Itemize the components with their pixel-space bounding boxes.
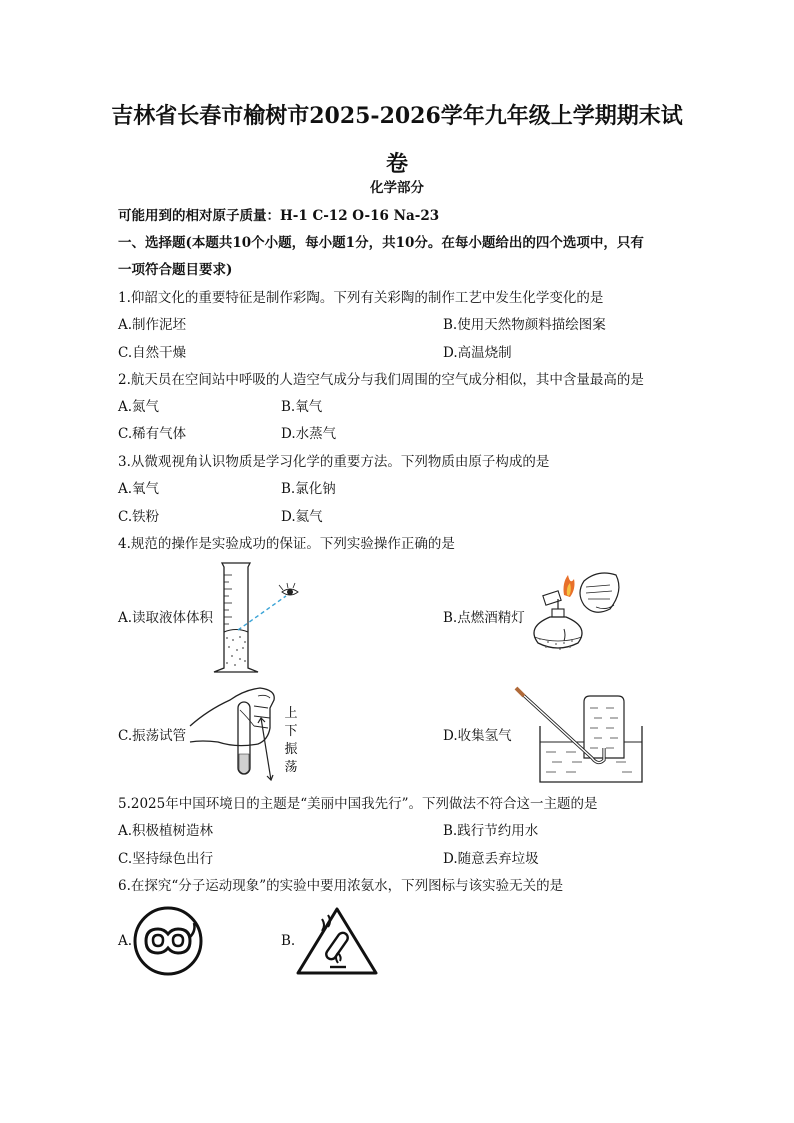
safety-goggles-icon bbox=[132, 905, 204, 977]
heating-warning-icon bbox=[294, 905, 380, 977]
question-6-option-a: A. bbox=[118, 933, 133, 949]
question-3-option-c: C.铁粉 bbox=[118, 509, 160, 525]
question-4-option-b: B.点燃酒精灯 bbox=[443, 610, 525, 626]
question-4-option-c: C.振荡试管 bbox=[118, 728, 187, 744]
question-1-option-c: C.自然干燥 bbox=[118, 345, 187, 361]
question-5-option-b: B.践行节约用水 bbox=[443, 823, 539, 839]
question-5-stem: 5.2025年中国环境日的主题是“美丽中国我先行”。下列做法不符合这一主题的是 bbox=[118, 796, 598, 812]
figure-label-dang: 荡 bbox=[284, 760, 298, 775]
section-heading-line-1: 一、选择题(本题共10个小题，每小题1分，共10分。在每小题给出的四个选项中，只有 bbox=[118, 235, 644, 251]
question-5-option-d: D.随意丢弃垃圾 bbox=[443, 851, 539, 867]
question-2-option-a: A.氮气 bbox=[118, 399, 160, 415]
section-heading-line-2: 一项符合题目要求) bbox=[118, 262, 233, 278]
question-1-option-d: D.高温烧制 bbox=[443, 345, 512, 361]
alcohol-lamp-figure bbox=[526, 565, 646, 670]
question-4-stem: 4.规范的操作是实验成功的保证。下列实验操作正确的是 bbox=[118, 536, 455, 552]
question-1-option-b: B.使用天然物颜料描绘图案 bbox=[443, 317, 606, 333]
graduated-cylinder-figure bbox=[212, 560, 312, 675]
question-4-option-a: A.读取液体体积 bbox=[118, 610, 214, 626]
question-2-stem: 2.航天员在空间站中呼吸的人造空气成分与我们周围的空气成分相似，其中含量最高的是 bbox=[118, 372, 644, 388]
question-4-option-d: D.收集氢气 bbox=[443, 728, 512, 744]
question-3-option-d: D.氦气 bbox=[281, 509, 323, 525]
question-3-option-a: A.氧气 bbox=[118, 481, 160, 497]
question-1-stem: 1.仰韶文化的重要特征是制作彩陶。下列有关彩陶的制作工艺中发生化学变化的是 bbox=[118, 290, 604, 306]
exam-title bbox=[100, 92, 694, 188]
question-2-option-b: B.氧气 bbox=[281, 399, 323, 415]
title-line-1: 吉林省长春市榆树市2025-2026学年九年级上学期期末试 bbox=[111, 103, 683, 129]
atomic-mass-note: 可能用到的相对原子质量：H-1 C-12 O-16 Na-23 bbox=[118, 208, 440, 224]
figure-label-zhen: 振 bbox=[284, 742, 298, 757]
question-3-stem: 3.从微观视角认识物质是学习化学的重要方法。下列物质由原子构成的是 bbox=[118, 454, 550, 470]
question-3-option-b: B.氯化钠 bbox=[281, 481, 336, 497]
question-1-option-a: A.制作泥坯 bbox=[118, 317, 187, 333]
figure-label-shang: 上 bbox=[284, 706, 298, 721]
question-6-stem: 6.在探究“分子运动现象”的实验中要用浓氨水，下列图标与该实验无关的是 bbox=[118, 878, 564, 894]
question-2-option-c: C.稀有气体 bbox=[118, 426, 187, 442]
figure-label-xia: 下 bbox=[284, 724, 298, 739]
question-5-option-a: A.积极植树造林 bbox=[118, 823, 214, 839]
title-line-2: 卷 bbox=[385, 151, 408, 177]
question-2-option-d: D.水蒸气 bbox=[281, 426, 337, 442]
section-subtitle: 化学部分 bbox=[370, 180, 424, 196]
question-6-option-b: B. bbox=[281, 933, 296, 949]
test-tube-shaking-figure bbox=[188, 682, 313, 787]
gas-collection-figure bbox=[512, 686, 647, 786]
question-5-option-c: C.坚持绿色出行 bbox=[118, 851, 214, 867]
